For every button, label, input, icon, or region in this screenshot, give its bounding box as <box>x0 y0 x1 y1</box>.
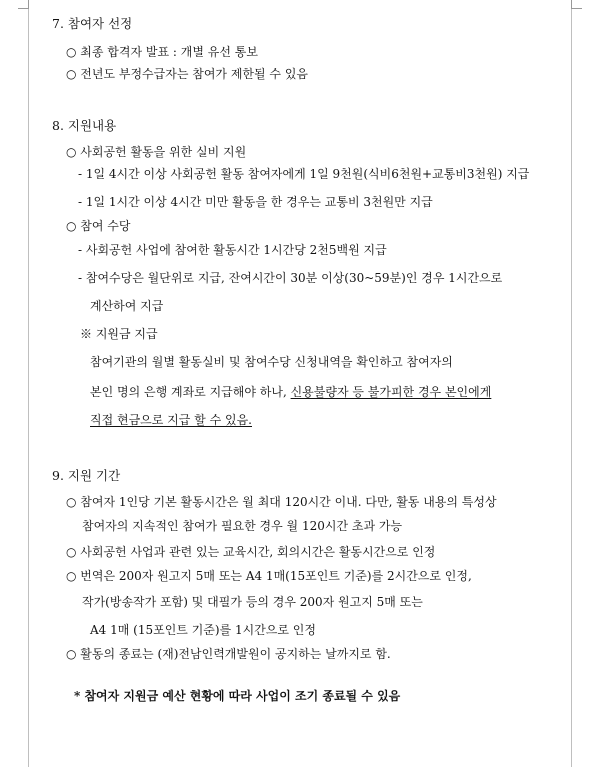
section-8-note-title: ※ 지원금 지급 <box>80 327 158 341</box>
section-9-heading: 9. 지원 기간 <box>52 468 121 483</box>
section-8-note-line-2-underlined: 신용불량자 등 불가피한 경우 본인에게 <box>290 385 492 399</box>
section-8-heading: 8. 지원내용 <box>52 118 117 133</box>
section-8-item-1: ○ 사회공헌 활동을 위한 실비 지원 <box>66 145 247 159</box>
section-9-item-1a: ○ 참여자 1인당 기본 활동시간은 월 최대 120시간 이내. 다만, 활동 내용의 특성상 <box>66 495 497 509</box>
section-9-item-3b: 작가(방송작가 포함) 및 대필가 등의 경우 200자 원고지 5매 또는 <box>82 595 423 609</box>
page-right-edge <box>571 0 572 767</box>
page-left-edge <box>28 0 29 767</box>
section-8-note-line-3: 직접 현금으로 지급 할 수 있음. <box>90 413 252 427</box>
section-8-item-2-sub-1: - 사회공헌 사업에 참여한 활동시간 1시간당 2천5백원 지급 <box>78 243 387 257</box>
section-9-item-3a: ○ 번역은 200자 원고지 5매 또는 A4 1매(15포인트 기준)를 2시간으로 인정, <box>66 569 472 583</box>
section-8-note-line-1: 참여기관의 월별 활동실비 및 참여수당 신청내역을 확인하고 참여자의 <box>90 355 453 369</box>
section-8-note-line-2-plain: 본인 명의 은행 계좌로 지급해야 하나, <box>90 385 291 399</box>
section-8-item-2-sub-2b: 계산하여 지급 <box>90 299 164 313</box>
section-8-item-1-sub-2: - 1일 1시간 이상 4시간 미만 활동을 한 경우는 교통비 3천원만 지급 <box>78 195 433 209</box>
section-8-item-2: ○ 참여 수당 <box>66 219 131 233</box>
section-8-note-line-2 <box>90 385 491 399</box>
section-8-item-1-sub-1: - 1일 4시간 이상 사회공헌 활동 참여자에게 1일 9천원(식비6천원+교통비3천원) 지급 <box>78 167 530 181</box>
section-9-item-3c: A4 1매 (15포인트 기준)를 1시간으로 인정 <box>90 623 316 637</box>
section-7-item-1: ○ 최종 합격자 발표 : 개별 유선 통보 <box>66 45 258 59</box>
section-7-item-2: ○ 전년도 부정수급자는 참여가 제한될 수 있음 <box>66 67 309 81</box>
section-9-item-1b: 참여자의 지속적인 참여가 필요한 경우 월 120시간 초과 가능 <box>82 519 403 533</box>
section-8-item-2-sub-2a: - 참여수당은 월단위로 지급, 잔여시간이 30분 이상(30~59분)인 경우 1시간으로 <box>78 271 503 285</box>
crop-mark-left <box>18 0 29 9</box>
section-7-heading: 7. 참여자 선정 <box>52 16 133 31</box>
budget-note: * 참여자 지원금 예산 현황에 따라 사업이 조기 종료될 수 있음 <box>74 689 401 703</box>
section-9-item-2: ○ 사회공헌 사업과 관련 있는 교육시간, 회의시간은 활동시간으로 인정 <box>66 545 436 559</box>
section-9-item-4: ○ 활동의 종료는 (재)전남인력개발원이 공지하는 날까지로 함. <box>66 647 391 661</box>
crop-mark-right <box>571 0 582 9</box>
